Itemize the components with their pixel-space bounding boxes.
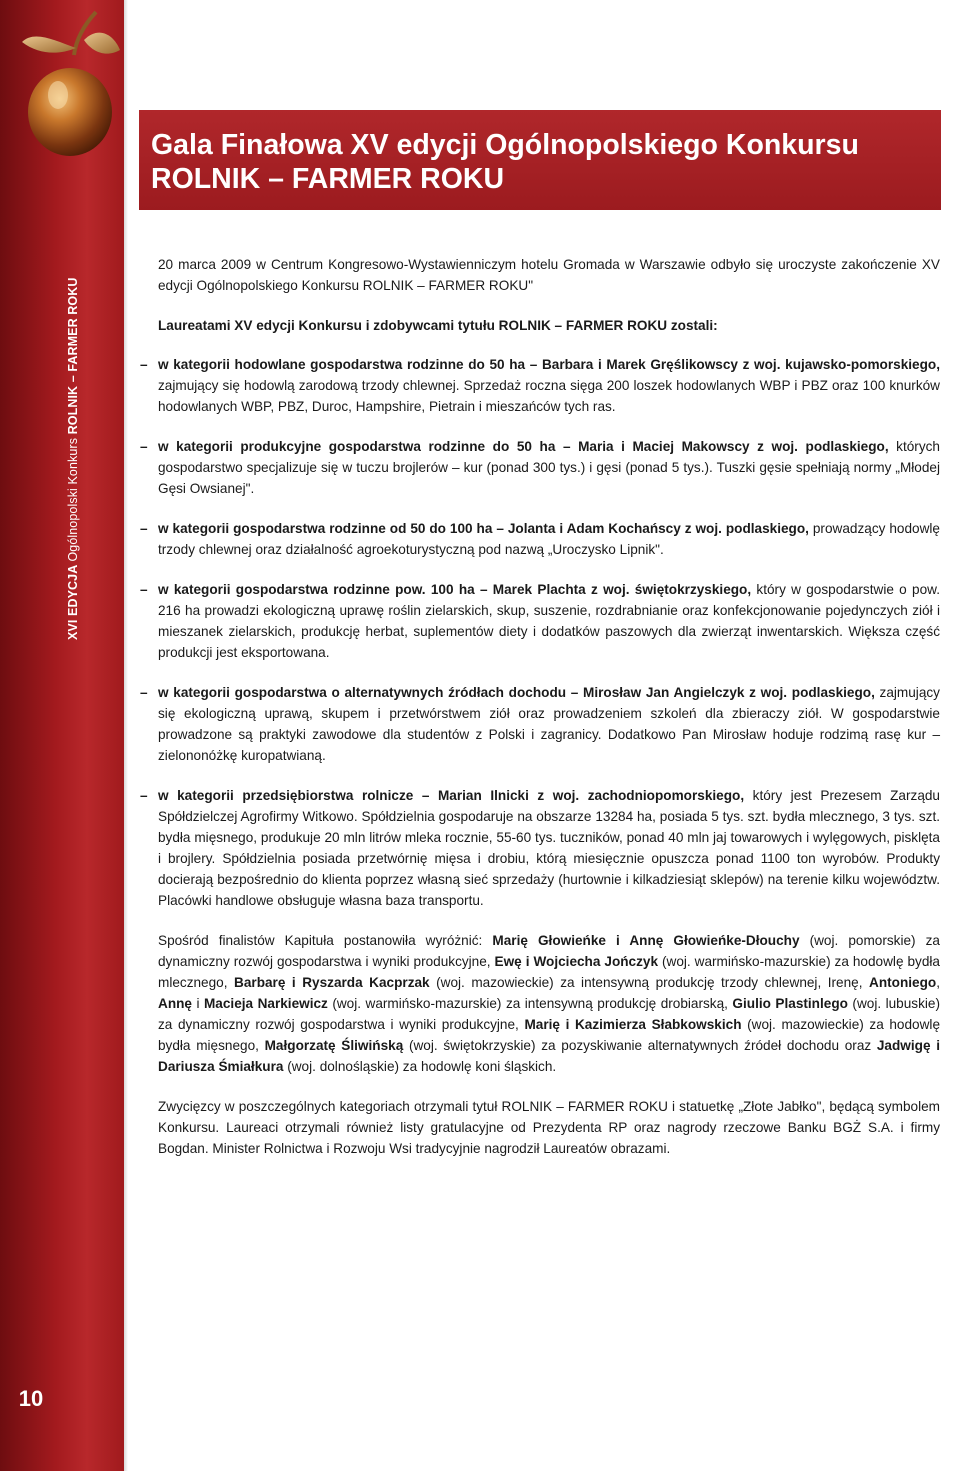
article-body: [140, 254, 940, 1178]
page-title: Gala Finałowa XV edycji Ogólnopolskiego Konkursu: [151, 129, 859, 161]
category-description: prowadzący hodowlę trzody chlewnej oraz działalność agroekoturystyczną pod nazwą „Uroczysko Lipnik".: [158, 521, 940, 557]
category-item: – w kategorii gospodarstwa rodzinne od 50 do 100 ha – Jolanta i Adam Kochańscy z woj. podlaskiego, prowadzący hodowlę trzody chlewnej oraz działalność agroekoturystyczną pod nazwą „Uroczysko Lipnik".: [140, 521, 940, 557]
category-title: w kategorii gospodarstwa o alternatywnych źródłach dochodu – Mirosław Jan Angielczyk z woj. podlaskiego,: [158, 685, 875, 700]
sidebar-band: [0, 0, 124, 1471]
distinctions-text: ,: [936, 975, 940, 990]
distinguished-name: Małgorzatę Śliwińską: [264, 1038, 404, 1053]
category-description: których gospodarstwo specjalizuje się w tuczu brojlerów – kur (ponad 300 tys.) i gęsi (ponad 5 tys.). Tuszki gęsie spełniają normy „Młodej Gęsi Owsianej".: [158, 439, 940, 496]
page-number: 10: [18, 1386, 44, 1411]
category-description: który jest Prezesem Zarządu Spółdzielczej Agrofirmy Witkowo. Spółdzielnia gospodaruje na obszarze 13284 ha, posiada 5 tys. szt. bydła mlecznego, 3 tys. szt. bydła mięsnego, produkuje 20 mln litrów mleka rocznie, 55-60 tys. tuczników, ponad 40 mln jaj towarowych i wylęgowych, pisklęta i brojlery. Spółdzielnia posiada przetwórnię mięsa i drobiu, którą miesięcznie opuszcza ponad 1100 ton wyrobów. Produkty docierają bezpośrednio do klienta poprzez własną sieć sprzedaży (hurtownie i kilkadziesiąt sklepów) na terenie kilku województw. Placówki handlowe obsługuje własna baza transportu.: [158, 788, 940, 908]
distinguished-name: Antoniego: [869, 975, 937, 990]
intro-paragraph: 20 marca 2009 w Centrum Kongresowo-Wystawienniczym hotelu Gromada w Warszawie odbyło się uroczyste zakończenie XV edycji Ogólnopolskiego Konkursu ROLNIK – FARMER ROKU": [158, 257, 940, 293]
vertical-text-edition: XVI EDYCJA: [66, 565, 80, 640]
page-subtitle: ROLNIK – FARMER ROKU: [151, 163, 505, 195]
distinctions-text: (woj. dolnośląskie) za hodowlę koni śląskich.: [283, 1059, 557, 1074]
distinguished-name: Macieja Narkiewicz: [203, 996, 328, 1011]
distinctions-text: (woj. świętokrzyskie) za pozyskiwanie alternatywnych źródeł dochodu oraz: [403, 1038, 877, 1053]
category-title: w kategorii hodowlane gospodarstwa rodzinne do 50 ha – Barbara i Marek Gręślikowscy z woj. kujawsko-pomorskiego,: [158, 357, 940, 372]
category-item: – w kategorii hodowlane gospodarstwa rodzinne do 50 ha – Barbara i Marek Gręślikowscy z woj. kujawsko-pomorskiego, zajmujący się hodowlą zarodową trzody chlewnej. Sprzedaż roczna sięga 200 loszek hodowlanych WBP i PBZ oraz 100 knurków hodowlanych WBP, PBZ, Duroc, Hampshire, Pietrain i mieszańców tych ras.: [140, 357, 940, 414]
distinctions-paragraph: [140, 930, 940, 1077]
closing-paragraph: Zwycięzcy w poszczególnych kategoriach otrzymali tytuł ROLNIK – FARMER ROKU i statuetkę „Złote Jabłko", będącą symbolem Konkursu. Laureaci otrzymali również listy gratulacyjne od Prezydenta RP oraz nagrody rzeczowe Banku BGŻ S.A. i firmy Bogdan. Minister Rolnictwa i Rozwoju Wsi tradycyjnie nagrodził Laureatów obrazami.: [158, 1099, 940, 1156]
category-title: w kategorii produkcyjne gospodarstwa rodzinne do 50 ha – Maria i Maciej Makowscy z woj. podlaskiego,: [158, 439, 889, 454]
category-title: w kategorii przedsiębiorstwa rolnicze – Marian Ilnicki z woj. zachodniopomorskiego,: [158, 788, 745, 803]
category-title: w kategorii gospodarstwa rodzinne pow. 100 ha – Marek Plachta z woj. świętokrzyskiego,: [158, 582, 752, 597]
category-item: – w kategorii gospodarstwa o alternatywnych źródłach dochodu – Mirosław Jan Angielczyk z woj. podlaskiego, zajmujący się ekologiczną uprawą, skupem i przetwórstwem ziół oraz prowadzeniem szkoleń dla zbieraczy ziół. W gospodarstwie prowadzone są praktyki zawodowe dla studentów z Polski i zagranicy. Dodatkowo Pan Mirosław hoduje rodzimą rasę kur – zielononóżkę kuropatwianą.: [140, 685, 940, 763]
distinctions-text: (woj. warmińsko-mazurskie) za hodowlę bydła mlecznego,: [158, 954, 940, 990]
distinguished-name: Ewę i Wojciecha Jończyk: [494, 954, 659, 969]
distinguished-name: Annę: [158, 996, 192, 1011]
vertical-sidebar-text: [66, 277, 80, 640]
sidebar-edge: [124, 0, 128, 1471]
distinguished-name: Jadwigę i Dariusza Śmiałkura: [158, 1038, 940, 1074]
distinctions-text: (woj. lubuskie) za dynamiczny rozwój gospodarstwa i wyniki produkcyjne,: [158, 996, 940, 1032]
title-banner: [139, 110, 941, 210]
vertical-text-name: ROLNIK – FARMER ROKU: [66, 277, 80, 435]
distinctions-text: Spośród finalistów Kapituła postanowiła wyróżnić:: [158, 933, 493, 948]
category-description: który w gospodarstwie o pow. 216 ha prowadzi ekologiczną uprawę roślin zielarskich, skup, suszenie, rozdrabnianie oraz konfekcjonowanie pojedynczych ziół i mieszanek zielarskich, produkcję herbat, suplementów diety i dodatków paszowych dla zwierząt inwentarskich. Większa część produkcji jest eksportowana.: [158, 582, 940, 660]
category-description: zajmujący się hodowlą zarodową trzody chlewnej. Sprzedaż roczna sięga 200 loszek hodowlanych WBP i PBZ oraz 100 knurków hodowlanych WBP, PBZ, Duroc, Hampshire, Pietrain i mieszańców tych ras.: [158, 378, 940, 414]
distinctions-text: (woj. mazowieckie) za intensywną produkcję trzody chlewnej, Irenę,: [429, 975, 870, 990]
category-item: – w kategorii produkcyjne gospodarstwa rodzinne do 50 ha – Maria i Maciej Makowscy z woj. podlaskiego, których gospodarstwo specjalizuje się w tuczu brojlerów – kur (ponad 300 tys.) i gęsi (ponad 5 tys.). Tuszki gęsie spełniają normy „Młodej Gęsi Owsianej".: [140, 439, 940, 496]
golden-apple-icon: [14, 0, 124, 180]
distinguished-name: Marię i Kazimierza Słabkowskich: [524, 1017, 742, 1032]
distinctions-text: (woj. pomorskie) za dynamiczny rozwój gospodarstwa i wyniki produkcyjne,: [158, 933, 940, 969]
laureates-heading: Laureatami XV edycji Konkursu i zdobywcami tytułu ROLNIK – FARMER ROKU zostali:: [158, 318, 718, 333]
category-item: – w kategorii przedsiębiorstwa rolnicze – Marian Ilnicki z woj. zachodniopomorskiego, który jest Prezesem Zarządu Spółdzielczej Agrofirmy Witkowo. Spółdzielnia gospodaruje na obszarze 13284 ha, posiada 5 tys. szt. bydła mlecznego, 3 tys. szt. bydła mięsnego, produkuje 20 mln litrów mleka rocznie, 55-60 tys. tuczników, ponad 40 mln jaj towarowych i wylęgowych, pisklęta i brojlery. Spółdzielnia posiada przetwórnię mięsa i drobiu, którą miesięcznie opuszcza ponad 1100 ton wyrobów. Produkty docierają bezpośrednio do klienta poprzez własną sieć sprzedaży (hurtownie i kilkadziesiąt sklepów) na terenie kilku województw. Placówki handlowe obsługuje własna baza transportu.: [140, 788, 940, 908]
distinctions-text: (woj. warmińsko-mazurskie) za intensywną produkcję drobiarską,: [327, 996, 733, 1011]
distinctions-text: (woj. mazowieckie) za hodowlę bydła mięsnego,: [158, 1017, 941, 1053]
distinguished-name: Giulio Plastinlego: [732, 996, 848, 1011]
distinctions-text: i: [191, 996, 204, 1011]
vertical-text-contest: Ogólnopolski Konkurs: [66, 437, 80, 562]
distinguished-name: Marię Głowieńke i Annę Głowieńke-Dłouchy: [492, 933, 800, 948]
category-description: zajmujący się ekologiczną uprawą, skupem i przetwórstwem ziół oraz prowadzeniem szkoleń dla zbieraczy ziół. W gospodarstwie prowadzone są praktyki zawodowe dla studentów z Polski i zagranicy. Dodatkowo Pan Mirosław hoduje rodzimą rasę kur – zielononóżkę kuropatwianą.: [158, 685, 940, 763]
category-item: – w kategorii gospodarstwa rodzinne pow. 100 ha – Marek Plachta z woj. świętokrzyskiego, który w gospodarstwie o pow. 216 ha prowadzi ekologiczną uprawę roślin zielarskich, skup, suszenie, rozdrabnianie oraz konfekcjonowanie pojedynczych ziół i mieszanek zielarskich, produkcję herbat, suplementów diety i dodatków paszowych dla zwierząt inwentarskich. Większa część produkcji jest eksportowana.: [140, 582, 940, 660]
category-title: w kategorii gospodarstwa rodzinne od 50 do 100 ha – Jolanta i Adam Kochańscy z woj. podlaskiego,: [158, 521, 809, 536]
distinguished-name: Barbarę i Ryszarda Kacprzak: [234, 975, 430, 990]
